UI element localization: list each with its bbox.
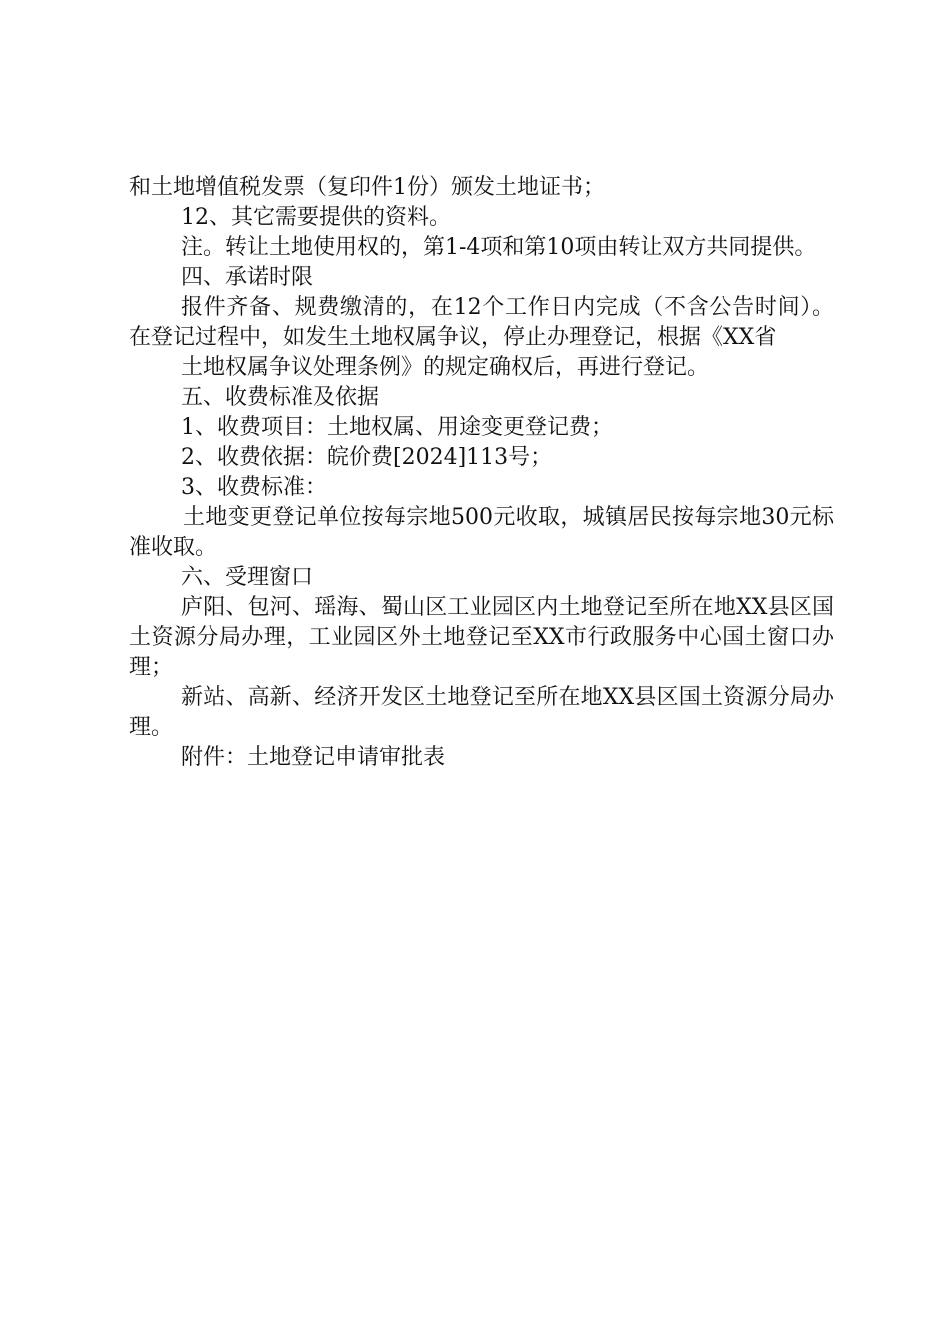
section-heading-commitment: 四、承诺时限 bbox=[181, 265, 314, 290]
section-heading-window: 六、受理窗口 bbox=[181, 565, 314, 590]
window-paragraph-2: 新站、高新、经济开发区土地登记至所在地XX县区国土资源分局办理。 bbox=[129, 685, 834, 740]
note-paragraph: 注。转让土地使用权的，第1-4项和第10项由转让双方共同提供。 bbox=[181, 235, 817, 260]
fee-item-2: 2、收费依据：皖价费[2024]113号； bbox=[181, 445, 553, 470]
commitment-paragraph: 报件齐备、规费缴清的，在12个工作日内完成（不含公告时间）。在登记过程中，如发生土地权属争议，停止办理登记，根据《XX省 bbox=[129, 295, 834, 350]
paragraph-continuation: 和土地增值税发票（复印件1份）颁发土地证书； bbox=[129, 175, 605, 200]
document-body bbox=[129, 173, 834, 773]
fee-standard-paragraph: 土地变更登记单位按每宗地500元收取，城镇居民按每宗地30元标准收取。 bbox=[129, 505, 834, 560]
fee-item-1: 1、收费项目：土地权属、用途变更登记费； bbox=[181, 415, 613, 440]
fee-item-3: 3、收费标准： bbox=[181, 475, 327, 500]
attachment-line: 附件：土地登记申请审批表 bbox=[181, 745, 446, 770]
list-item-12: 12、其它需要提供的资料。 bbox=[181, 205, 451, 230]
commitment-continuation: 土地权属争议处理条例》的规定确权后，再进行登记。 bbox=[181, 355, 710, 380]
window-paragraph-1: 庐阳、包河、瑶海、蜀山区工业园区内土地登记至所在地XX县区国土资源分局办理，工业园区外土地登记至XX市行政服务中心国土窗口办理； bbox=[129, 595, 834, 680]
section-heading-fees: 五、收费标准及依据 bbox=[181, 385, 380, 410]
